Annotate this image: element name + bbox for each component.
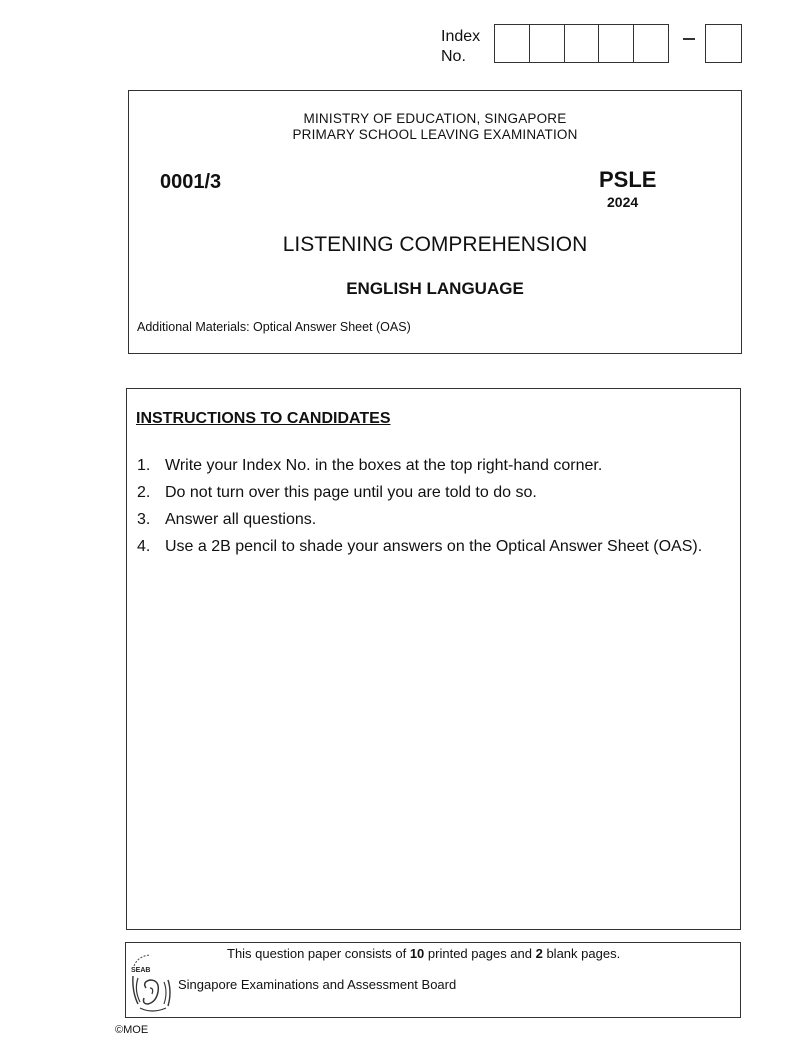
pages-middle: printed pages and — [424, 946, 536, 961]
index-box-3[interactable] — [565, 25, 600, 62]
instruction-number: 3. — [137, 511, 151, 528]
additional-materials: Additional Materials: Optical Answer Sheet (OAS) — [137, 320, 411, 334]
instruction-item — [137, 510, 702, 537]
index-box-2[interactable] — [530, 25, 565, 62]
printed-pages-count: 10 — [409, 946, 425, 961]
instruction-number: 4. — [137, 538, 151, 555]
ministry-name: MINISTRY OF EDUCATION, SINGAPORE — [303, 111, 567, 126]
instruction-item — [137, 483, 702, 510]
instruction-text: Do not turn over this page until you are told to do so. — [165, 484, 537, 501]
index-dash — [683, 38, 695, 40]
pages-suffix: blank pages. — [542, 946, 621, 961]
subject-name: ENGLISH LANGUAGE — [346, 279, 524, 298]
copyright-notice: ©MOE — [115, 1024, 149, 1036]
index-check-box[interactable] — [705, 24, 742, 63]
index-label-line2: No. — [441, 48, 466, 65]
board-name: Singapore Examinations and Assessment Board — [178, 977, 457, 992]
seab-logo-icon — [128, 952, 176, 1014]
page-count-note — [227, 946, 620, 961]
index-box-5[interactable] — [634, 25, 668, 62]
instruction-item — [137, 456, 702, 483]
instruction-number: 2. — [137, 484, 151, 501]
exam-code: PSLE — [599, 167, 657, 192]
pages-prefix: This question paper consists of — [227, 946, 410, 961]
index-box-4[interactable] — [599, 25, 634, 62]
index-number-boxes[interactable] — [494, 24, 669, 63]
instruction-text: Write your Index No. in the boxes at the top right-hand corner. — [165, 457, 603, 474]
seab-logo-text: SEAB — [131, 967, 151, 974]
instruction-text: Use a 2B pencil to shade your answers on the Optical Answer Sheet (OAS). — [165, 538, 703, 555]
index-label-line1: Index — [441, 28, 481, 45]
instruction-item — [137, 537, 702, 564]
instructions-heading: INSTRUCTIONS TO CANDIDATES — [136, 410, 391, 427]
instruction-text: Answer all questions. — [165, 511, 317, 528]
paper-title: LISTENING COMPREHENSION — [282, 233, 588, 256]
exam-name: PRIMARY SCHOOL LEAVING EXAMINATION — [292, 127, 578, 142]
index-number-label — [441, 27, 480, 67]
exam-year: 2024 — [607, 194, 639, 210]
blank-pages-count: 2 — [535, 946, 543, 961]
instructions-list — [137, 456, 702, 564]
instruction-number: 1. — [137, 457, 151, 474]
index-box-1[interactable] — [495, 25, 530, 62]
paper-code: 0001/3 — [160, 171, 222, 193]
